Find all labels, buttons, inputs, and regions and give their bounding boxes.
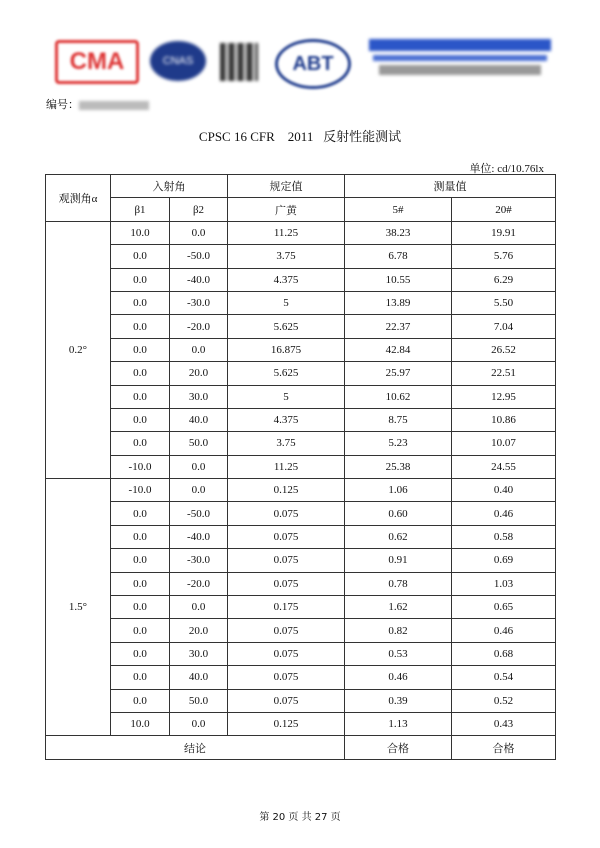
sample-20-cell: 10.86: [452, 408, 556, 431]
beta1-cell: 0.0: [111, 315, 170, 338]
spec-value-cell: 16.875: [228, 338, 345, 361]
beta1-cell: 0.0: [111, 619, 170, 642]
sample-20-cell: 12.95: [452, 385, 556, 408]
header-spec-value: 规定值: [228, 175, 345, 198]
sample-20-cell: 19.91: [452, 221, 556, 244]
beta2-cell: -20.0: [170, 572, 228, 595]
beta1-cell: 0.0: [111, 268, 170, 291]
spec-value-cell: 0.125: [228, 712, 345, 735]
sample-5-cell: 25.97: [345, 362, 452, 385]
unit-label: 单位: cd/10.76lx: [469, 163, 544, 175]
beta1-cell: 0.0: [111, 432, 170, 455]
spec-value-cell: 0.075: [228, 642, 345, 665]
sample-20-cell: 10.07: [452, 432, 556, 455]
sample-5-cell: 0.60: [345, 502, 452, 525]
beta1-cell: 0.0: [111, 362, 170, 385]
header-sample-20: 20#: [452, 198, 556, 221]
sample-5-cell: 0.46: [345, 666, 452, 689]
beta2-cell: -50.0: [170, 245, 228, 268]
beta2-cell: -30.0: [170, 549, 228, 572]
spec-value-cell: 0.075: [228, 502, 345, 525]
beta1-cell: 0.0: [111, 666, 170, 689]
sample-20-cell: 0.58: [452, 525, 556, 548]
table-row: [46, 432, 556, 455]
company-name-logo: [365, 37, 555, 87]
table-row: [46, 315, 556, 338]
spec-value-cell: 4.375: [228, 408, 345, 431]
beta2-cell: 0.0: [170, 479, 228, 502]
beta1-cell: 0.0: [111, 549, 170, 572]
beta1-cell: 10.0: [111, 221, 170, 244]
table-row: [46, 572, 556, 595]
table-row: [46, 362, 556, 385]
sample-5-cell: 1.13: [345, 712, 452, 735]
results-table: [45, 174, 556, 760]
cma-logo: CMA: [55, 40, 139, 84]
table-row: [46, 666, 556, 689]
sample-20-cell: 0.65: [452, 596, 556, 619]
abt-logo: ABT: [275, 39, 351, 89]
beta2-cell: 40.0: [170, 666, 228, 689]
beta2-cell: 20.0: [170, 362, 228, 385]
table-row: [46, 291, 556, 314]
report-number-redacted: [79, 101, 149, 110]
sample-5-cell: 0.78: [345, 572, 452, 595]
beta1-cell: 0.0: [111, 245, 170, 268]
sample-20-cell: 5.76: [452, 245, 556, 268]
beta2-cell: -40.0: [170, 525, 228, 548]
report-number: [46, 96, 149, 112]
header-measured-value: 测量值: [345, 175, 556, 198]
header-sample-5: 5#: [345, 198, 452, 221]
sample-20-cell: 24.55: [452, 455, 556, 478]
beta2-cell: 30.0: [170, 385, 228, 408]
beta2-cell: 30.0: [170, 642, 228, 665]
page-footer: 第 20 页 共 27 页: [259, 812, 341, 823]
sample-5-cell: 0.39: [345, 689, 452, 712]
table-row: [46, 221, 556, 244]
sample-5-cell: 10.62: [345, 385, 452, 408]
beta2-cell: 0.0: [170, 596, 228, 619]
sample-5-cell: 10.55: [345, 268, 452, 291]
beta1-cell: 0.0: [111, 572, 170, 595]
beta2-cell: 0.0: [170, 712, 228, 735]
table-row: [46, 502, 556, 525]
sample-5-cell: 8.75: [345, 408, 452, 431]
beta1-cell: 0.0: [111, 291, 170, 314]
spec-value-cell: 0.075: [228, 525, 345, 548]
qr-code-icon: [220, 43, 258, 81]
spec-value-cell: 0.175: [228, 596, 345, 619]
beta1-cell: 0.0: [111, 525, 170, 548]
table-row: [46, 525, 556, 548]
sample-20-cell: 7.04: [452, 315, 556, 338]
spec-value-cell: 11.25: [228, 221, 345, 244]
conclusion-label: 结论: [46, 736, 345, 759]
spec-value-cell: 3.75: [228, 245, 345, 268]
table-row: [46, 385, 556, 408]
spec-value-cell: 5: [228, 385, 345, 408]
conclusion-sample-20: 合格: [452, 736, 556, 759]
beta1-cell: 0.0: [111, 408, 170, 431]
beta1-cell: 10.0: [111, 712, 170, 735]
sample-5-cell: 13.89: [345, 291, 452, 314]
beta2-cell: 40.0: [170, 408, 228, 431]
beta2-cell: -40.0: [170, 268, 228, 291]
header-beta1: β1: [111, 198, 170, 221]
sample-20-cell: 26.52: [452, 338, 556, 361]
sample-20-cell: 0.46: [452, 502, 556, 525]
table-subheader-row: [46, 198, 556, 221]
beta1-cell: 0.0: [111, 642, 170, 665]
spec-value-cell: 5.625: [228, 315, 345, 338]
beta1-cell: 0.0: [111, 385, 170, 408]
header-incident-angle: 入射角: [111, 175, 228, 198]
spec-value-cell: 0.075: [228, 666, 345, 689]
table-row: [46, 549, 556, 572]
beta2-cell: 50.0: [170, 432, 228, 455]
spec-value-cell: 11.25: [228, 455, 345, 478]
header-logos: [55, 35, 555, 95]
beta1-cell: -10.0: [111, 455, 170, 478]
beta1-cell: -10.0: [111, 479, 170, 502]
beta2-cell: -20.0: [170, 315, 228, 338]
beta1-cell: 0.0: [111, 689, 170, 712]
sample-5-cell: 6.78: [345, 245, 452, 268]
header-beta2: β2: [170, 198, 228, 221]
header-observe-angle: 观测角α: [46, 175, 111, 222]
cnas-logo: CNAS: [150, 41, 206, 81]
sample-20-cell: 0.52: [452, 689, 556, 712]
spec-value-cell: 0.075: [228, 549, 345, 572]
table-row: [46, 479, 556, 502]
conclusion-row: [46, 736, 556, 759]
sample-20-cell: 0.69: [452, 549, 556, 572]
table-row: [46, 642, 556, 665]
beta2-cell: -30.0: [170, 291, 228, 314]
beta2-cell: 0.0: [170, 221, 228, 244]
sample-20-cell: 0.54: [452, 666, 556, 689]
table-row: [46, 689, 556, 712]
table-row: [46, 619, 556, 642]
observe-angle-cell: 1.5°: [46, 479, 111, 736]
report-number-label: 编号：: [46, 98, 79, 111]
table-row: [46, 338, 556, 361]
header-spec-color: 广黄: [228, 198, 345, 221]
sample-20-cell: 0.46: [452, 619, 556, 642]
sample-5-cell: 0.82: [345, 619, 452, 642]
sample-5-cell: 0.53: [345, 642, 452, 665]
beta2-cell: 0.0: [170, 338, 228, 361]
sample-5-cell: 5.23: [345, 432, 452, 455]
spec-value-cell: 0.075: [228, 572, 345, 595]
sample-5-cell: 38.23: [345, 221, 452, 244]
beta1-cell: 0.0: [111, 596, 170, 619]
table-row: [46, 455, 556, 478]
sample-20-cell: 1.03: [452, 572, 556, 595]
table-row: [46, 245, 556, 268]
page-title: CPSC 16 CFR 2011 反射性能测试: [198, 129, 402, 144]
beta2-cell: -50.0: [170, 502, 228, 525]
spec-value-cell: 4.375: [228, 268, 345, 291]
sample-5-cell: 25.38: [345, 455, 452, 478]
beta2-cell: 0.0: [170, 455, 228, 478]
sample-20-cell: 0.40: [452, 479, 556, 502]
sample-20-cell: 0.43: [452, 712, 556, 735]
spec-value-cell: 0.125: [228, 479, 345, 502]
sample-5-cell: 1.06: [345, 479, 452, 502]
table-row: [46, 408, 556, 431]
table-row: [46, 268, 556, 291]
beta1-cell: 0.0: [111, 502, 170, 525]
sample-20-cell: 6.29: [452, 268, 556, 291]
table-row: [46, 596, 556, 619]
spec-value-cell: 0.075: [228, 619, 345, 642]
sample-5-cell: 0.62: [345, 525, 452, 548]
conclusion-sample-5: 合格: [345, 736, 452, 759]
spec-value-cell: 5.625: [228, 362, 345, 385]
sample-20-cell: 5.50: [452, 291, 556, 314]
sample-20-cell: 0.68: [452, 642, 556, 665]
sample-5-cell: 22.37: [345, 315, 452, 338]
sample-20-cell: 22.51: [452, 362, 556, 385]
observe-angle-cell: 0.2°: [46, 221, 111, 478]
sample-5-cell: 42.84: [345, 338, 452, 361]
beta1-cell: 0.0: [111, 338, 170, 361]
table-body: [46, 221, 556, 736]
beta2-cell: 50.0: [170, 689, 228, 712]
spec-value-cell: 5: [228, 291, 345, 314]
spec-value-cell: 3.75: [228, 432, 345, 455]
table-header-row: [46, 175, 556, 198]
sample-5-cell: 0.91: [345, 549, 452, 572]
table-row: [46, 712, 556, 735]
beta2-cell: 20.0: [170, 619, 228, 642]
sample-5-cell: 1.62: [345, 596, 452, 619]
spec-value-cell: 0.075: [228, 689, 345, 712]
